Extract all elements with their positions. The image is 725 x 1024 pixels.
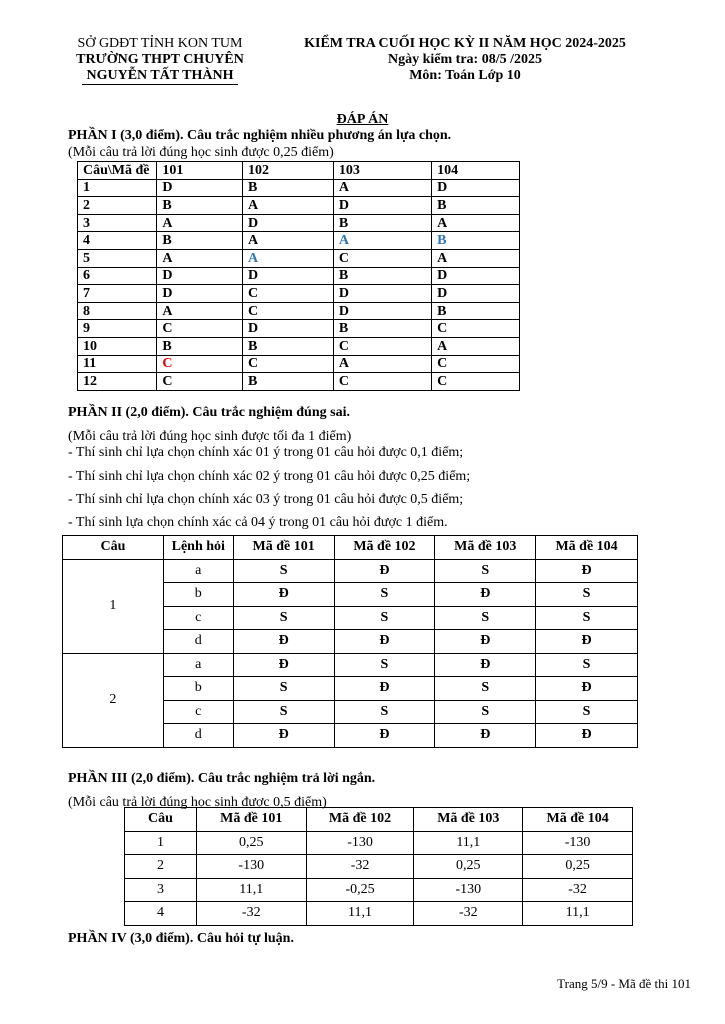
part3-cell: -32 bbox=[196, 902, 306, 926]
part1-cell: 12 bbox=[78, 373, 157, 391]
table-row bbox=[78, 320, 520, 338]
part1-cell: B bbox=[333, 214, 431, 232]
part1-cell: A bbox=[157, 302, 243, 320]
part3-cell: 11,1 bbox=[414, 831, 523, 855]
department-name: SỞ GDĐT TỈNH KON TUM bbox=[77, 36, 243, 51]
part1-cell: C bbox=[432, 320, 520, 338]
part2-cell: S bbox=[536, 606, 638, 630]
part2-cell: S bbox=[435, 700, 536, 724]
part1-cell: B bbox=[333, 320, 431, 338]
part2-note-1: - Thí sinh chỉ lựa chọn chính xác 01 ý trong 01 câu hỏi được 0,1 điểm; bbox=[68, 445, 464, 460]
part3-cell: -130 bbox=[523, 831, 633, 855]
part2-col-header: Mã đề 102 bbox=[334, 536, 435, 560]
part2-cell: Đ bbox=[233, 724, 334, 748]
part2-cell: Đ bbox=[435, 630, 536, 654]
part1-cell: 11 bbox=[78, 355, 157, 373]
part3-cell: -0,25 bbox=[306, 878, 414, 902]
part1-cell: A bbox=[432, 337, 520, 355]
part1-cell: 8 bbox=[78, 302, 157, 320]
exam-title: KIỂM TRA CUỐI HỌC KỲ II NĂM HỌC 2024-2025 bbox=[304, 36, 626, 51]
table-row bbox=[78, 214, 520, 232]
part2-cell: S bbox=[334, 583, 435, 607]
part2-cell: S bbox=[233, 606, 334, 630]
part1-cell: D bbox=[242, 214, 333, 232]
part1-cell: C bbox=[333, 337, 431, 355]
part2-cell: Đ bbox=[233, 653, 334, 677]
part1-cell: B bbox=[242, 337, 333, 355]
part1-col-header: Câu\Mã đề bbox=[78, 162, 157, 180]
part1-col-header: 103 bbox=[333, 162, 431, 180]
table-row bbox=[63, 559, 638, 583]
part1-cell: 2 bbox=[78, 197, 157, 215]
part2-cell: Đ bbox=[334, 677, 435, 701]
part1-cell: 1 bbox=[78, 179, 157, 197]
part3-cell: -32 bbox=[414, 902, 523, 926]
part1-cell: D bbox=[157, 267, 243, 285]
part2-cell: S bbox=[536, 653, 638, 677]
part1-cell: A bbox=[242, 197, 333, 215]
part1-note: (Mỗi câu trả lời đúng học sinh được 0,25 điểm) bbox=[68, 145, 334, 160]
part2-cell: S bbox=[233, 559, 334, 583]
part1-cell: 4 bbox=[78, 232, 157, 250]
table-row bbox=[78, 267, 520, 285]
part2-header-row bbox=[63, 536, 638, 560]
part3-cell: 2 bbox=[125, 855, 197, 879]
part1-cell: D bbox=[333, 285, 431, 303]
page-title: ĐÁP ÁN bbox=[336, 112, 389, 127]
part1-cell: D bbox=[333, 302, 431, 320]
part1-cell: D bbox=[432, 179, 520, 197]
table-row bbox=[125, 902, 633, 926]
part2-sub-item: b bbox=[163, 583, 233, 607]
part1-cell: 3 bbox=[78, 214, 157, 232]
part1-col-header: 102 bbox=[242, 162, 333, 180]
table-row bbox=[63, 653, 638, 677]
part1-cell: D bbox=[242, 320, 333, 338]
part2-sub-item: a bbox=[163, 559, 233, 583]
part1-cell: C bbox=[157, 355, 243, 373]
part3-cell: 11,1 bbox=[523, 902, 633, 926]
part1-cell: B bbox=[432, 232, 520, 250]
part4-heading: PHẦN IV (3,0 điểm). Câu hỏi tự luận. bbox=[68, 931, 294, 946]
part2-note-2: - Thí sinh chỉ lựa chọn chính xác 02 ý trong 01 câu hỏi được 0,25 điểm; bbox=[68, 469, 471, 484]
part1-cell: B bbox=[333, 267, 431, 285]
part2-col-header: Câu bbox=[63, 536, 164, 560]
part3-cell: 11,1 bbox=[306, 902, 414, 926]
table-row bbox=[78, 302, 520, 320]
part1-cell: C bbox=[242, 355, 333, 373]
part2-sub-item: c bbox=[163, 606, 233, 630]
table-row bbox=[78, 373, 520, 391]
part2-cell: Đ bbox=[435, 724, 536, 748]
part2-cell: S bbox=[435, 606, 536, 630]
part2-cell: Đ bbox=[435, 583, 536, 607]
part1-cell: C bbox=[157, 373, 243, 391]
part3-cell: -32 bbox=[523, 878, 633, 902]
part2-sub-item: d bbox=[163, 630, 233, 654]
part1-cell: B bbox=[242, 373, 333, 391]
part2-question-number: 1 bbox=[63, 559, 164, 653]
table-row bbox=[78, 232, 520, 250]
table-row bbox=[125, 855, 633, 879]
school-header bbox=[50, 36, 270, 85]
part3-col-header: Mã đề 103 bbox=[414, 808, 523, 832]
part1-cell: A bbox=[157, 214, 243, 232]
part2-cell: S bbox=[536, 583, 638, 607]
part3-cell: 0,25 bbox=[414, 855, 523, 879]
part3-header-row bbox=[125, 808, 633, 832]
part2-cell: Đ bbox=[233, 630, 334, 654]
table-row bbox=[78, 337, 520, 355]
part1-cell: 9 bbox=[78, 320, 157, 338]
part2-heading: PHẦN II (2,0 điểm). Câu trắc nghiệm đúng sai. bbox=[68, 405, 350, 420]
part3-col-header: Mã đề 104 bbox=[523, 808, 633, 832]
table-row bbox=[78, 179, 520, 197]
part3-col-header: Mã đề 102 bbox=[306, 808, 414, 832]
part2-cell: Đ bbox=[233, 583, 334, 607]
part2-cell: S bbox=[334, 700, 435, 724]
part1-cell: C bbox=[333, 249, 431, 267]
part3-cell: -32 bbox=[306, 855, 414, 879]
part1-cell: C bbox=[242, 302, 333, 320]
part2-cell: S bbox=[233, 700, 334, 724]
school-name-line2: NGUYỄN TẤT THÀNH bbox=[82, 68, 237, 85]
part2-sub-item: c bbox=[163, 700, 233, 724]
part3-col-header: Câu bbox=[125, 808, 197, 832]
exam-date: Ngày kiểm tra: 08/5 /2025 bbox=[388, 52, 542, 67]
part1-cell: A bbox=[333, 232, 431, 250]
part1-cell: B bbox=[432, 197, 520, 215]
part2-note-0: (Mỗi câu trả lời đúng học sinh được tối đa 1 điểm) bbox=[68, 429, 352, 444]
part1-cell: A bbox=[432, 214, 520, 232]
table-row bbox=[78, 197, 520, 215]
part1-cell: C bbox=[242, 285, 333, 303]
part2-col-header: Lệnh hỏi bbox=[163, 536, 233, 560]
part3-cell: -130 bbox=[196, 855, 306, 879]
part3-cell: 0,25 bbox=[196, 831, 306, 855]
part2-cell: Đ bbox=[435, 653, 536, 677]
part2-cell: S bbox=[536, 700, 638, 724]
table-row bbox=[78, 285, 520, 303]
part3-heading: PHẦN III (2,0 điểm). Câu trắc nghiệm trả lời ngắn. bbox=[68, 771, 376, 786]
part1-cell: D bbox=[157, 179, 243, 197]
part1-cell: C bbox=[157, 320, 243, 338]
part2-answer-table bbox=[62, 535, 638, 748]
part2-question-number: 2 bbox=[63, 653, 164, 747]
part2-cell: Đ bbox=[536, 630, 638, 654]
part2-sub-item: b bbox=[163, 677, 233, 701]
part1-cell: 5 bbox=[78, 249, 157, 267]
part2-cell: S bbox=[334, 606, 435, 630]
part2-note-3: - Thí sinh chỉ lựa chọn chính xác 03 ý trong 01 câu hỏi được 0,5 điểm; bbox=[68, 492, 464, 507]
table-row bbox=[125, 878, 633, 902]
part3-cell: 11,1 bbox=[196, 878, 306, 902]
part1-cell: A bbox=[242, 232, 333, 250]
part2-cell: S bbox=[435, 677, 536, 701]
part3-cell: 4 bbox=[125, 902, 197, 926]
part1-cell: B bbox=[432, 302, 520, 320]
part3-col-header: Mã đề 101 bbox=[196, 808, 306, 832]
part1-col-header: 104 bbox=[432, 162, 520, 180]
part1-heading: PHẦN I (3,0 điểm). Câu trắc nghiệm nhiều phương án lựa chọn. bbox=[68, 128, 452, 143]
part3-note: (Mỗi câu trả lời đúng học sinh được 0,5 điểm) bbox=[68, 795, 327, 810]
table-row bbox=[78, 249, 520, 267]
part2-col-header: Mã đề 104 bbox=[536, 536, 638, 560]
part1-cell: A bbox=[333, 179, 431, 197]
part1-cell: A bbox=[157, 249, 243, 267]
part1-cell: B bbox=[157, 197, 243, 215]
part2-cell: S bbox=[334, 653, 435, 677]
part1-cell: C bbox=[333, 373, 431, 391]
part1-cell: B bbox=[157, 232, 243, 250]
part1-cell: D bbox=[242, 267, 333, 285]
part2-sub-item: d bbox=[163, 724, 233, 748]
part1-col-header: 101 bbox=[157, 162, 243, 180]
part1-cell: D bbox=[432, 267, 520, 285]
part1-header-row bbox=[78, 162, 520, 180]
exam-header bbox=[280, 36, 650, 84]
part3-cell: -130 bbox=[306, 831, 414, 855]
part2-cell: Đ bbox=[334, 724, 435, 748]
part2-note-4: - Thí sinh lựa chọn chính xác cả 04 ý trong 01 câu hỏi được 1 điểm. bbox=[68, 515, 448, 530]
part1-cell: A bbox=[242, 249, 333, 267]
part1-cell: A bbox=[432, 249, 520, 267]
part2-cell: Đ bbox=[536, 559, 638, 583]
part1-cell: 10 bbox=[78, 337, 157, 355]
part1-cell: 6 bbox=[78, 267, 157, 285]
part3-cell: 1 bbox=[125, 831, 197, 855]
table-row bbox=[78, 355, 520, 373]
part1-cell: B bbox=[242, 179, 333, 197]
part2-cell: Đ bbox=[334, 559, 435, 583]
part2-col-header: Mã đề 103 bbox=[435, 536, 536, 560]
part1-cell: C bbox=[432, 355, 520, 373]
part2-cell: S bbox=[233, 677, 334, 701]
part2-cell: Đ bbox=[536, 677, 638, 701]
part2-cell: Đ bbox=[536, 724, 638, 748]
part3-cell: -130 bbox=[414, 878, 523, 902]
part1-cell: D bbox=[157, 285, 243, 303]
part1-cell: D bbox=[432, 285, 520, 303]
part1-cell: C bbox=[432, 373, 520, 391]
part1-cell: B bbox=[157, 337, 243, 355]
exam-subject: Môn: Toán Lớp 10 bbox=[409, 68, 521, 83]
part2-cell: S bbox=[435, 559, 536, 583]
part1-answer-table bbox=[77, 161, 520, 391]
part2-sub-item: a bbox=[163, 653, 233, 677]
part2-cell: Đ bbox=[334, 630, 435, 654]
part3-answer-table bbox=[124, 807, 633, 926]
part2-col-header: Mã đề 101 bbox=[233, 536, 334, 560]
part1-cell: 7 bbox=[78, 285, 157, 303]
part3-cell: 0,25 bbox=[523, 855, 633, 879]
part3-cell: 3 bbox=[125, 878, 197, 902]
page-footer: Trang 5/9 - Mã đề thi 101 bbox=[557, 976, 691, 991]
part1-cell: D bbox=[333, 197, 431, 215]
school-name-line1: TRƯỜNG THPT CHUYÊN bbox=[76, 52, 244, 67]
table-row bbox=[125, 831, 633, 855]
part1-cell: A bbox=[333, 355, 431, 373]
